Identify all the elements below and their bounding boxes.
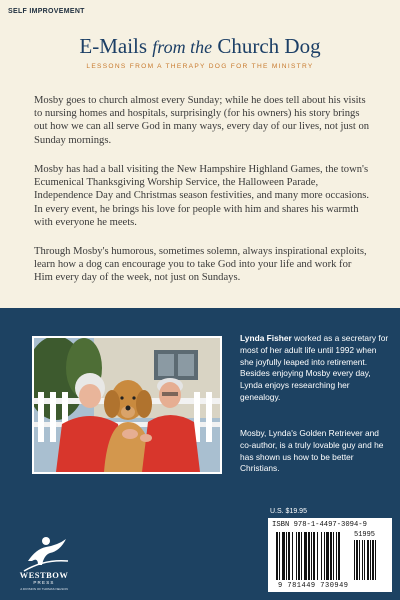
blurb-paragraph-2: Mosby has had a ball visiting the New Hampshire Highland Games, the town's Ecumenical Thanksgiving Worship Service, the Halloween Parade, Independence Day and Christmas season festivities, and many more occasions. In every event, he brings his love for people with him and shares his warmth with everyone he meets. <box>34 164 370 228</box>
title-part-2: from the <box>152 37 213 57</box>
publisher-division: A DIVISION OF THOMAS NELSON <box>20 587 68 591</box>
book-subtitle: LESSONS FROM A THERAPY DOG FOR THE MINISTRY <box>86 63 314 70</box>
coauthor-bio: Mosby, Lynda's Golden Retriever and co-author, is a truly lovable guy and he has shown us how to be better Christians. <box>240 428 384 474</box>
author-name: Lynda Fisher <box>240 333 292 343</box>
author-bio-text: worked as a secretary for most of her adult life until 1992 when she joyfully leaped into retirement. Besides enjoying Mosby every day, Lynda enjoys researching her genealogy. <box>240 333 389 402</box>
publisher-name: WESTBOW <box>19 570 69 580</box>
barcode <box>268 518 392 592</box>
author-photo <box>32 336 222 474</box>
title-part-1: E-Mails <box>79 34 153 58</box>
book-title <box>0 34 400 59</box>
barcode-number: 9 781449 730949 <box>278 582 349 590</box>
author-bio <box>240 333 390 404</box>
barcode-bars <box>268 518 392 592</box>
price-code: 51995 <box>354 531 376 539</box>
blurb-paragraph-1: Mosby goes to church almost every Sunday; while he does tell about his visits to nursing homes and hospitals, surprisingly (for his owners) his story brings out how we can all serve God in many ways, every day of our lives, not just on Sunday mornings. <box>34 95 370 146</box>
price-label: U.S. $19.95 <box>270 508 307 515</box>
blurb-paragraph-3: Through Mosby's humorous, sometimes solemn, always inspirational exploits, learn how a dog can encourage you to take God into your life and work for Him every day of the week, not just on Sundays. <box>34 246 367 284</box>
title-part-3: Church Dog <box>212 34 321 58</box>
category-label: SELF IMPROVEMENT <box>8 8 85 15</box>
publisher-press: PRESS <box>33 580 55 585</box>
isbn-label: ISBN 978-1-4497-3094-9 <box>272 521 367 529</box>
